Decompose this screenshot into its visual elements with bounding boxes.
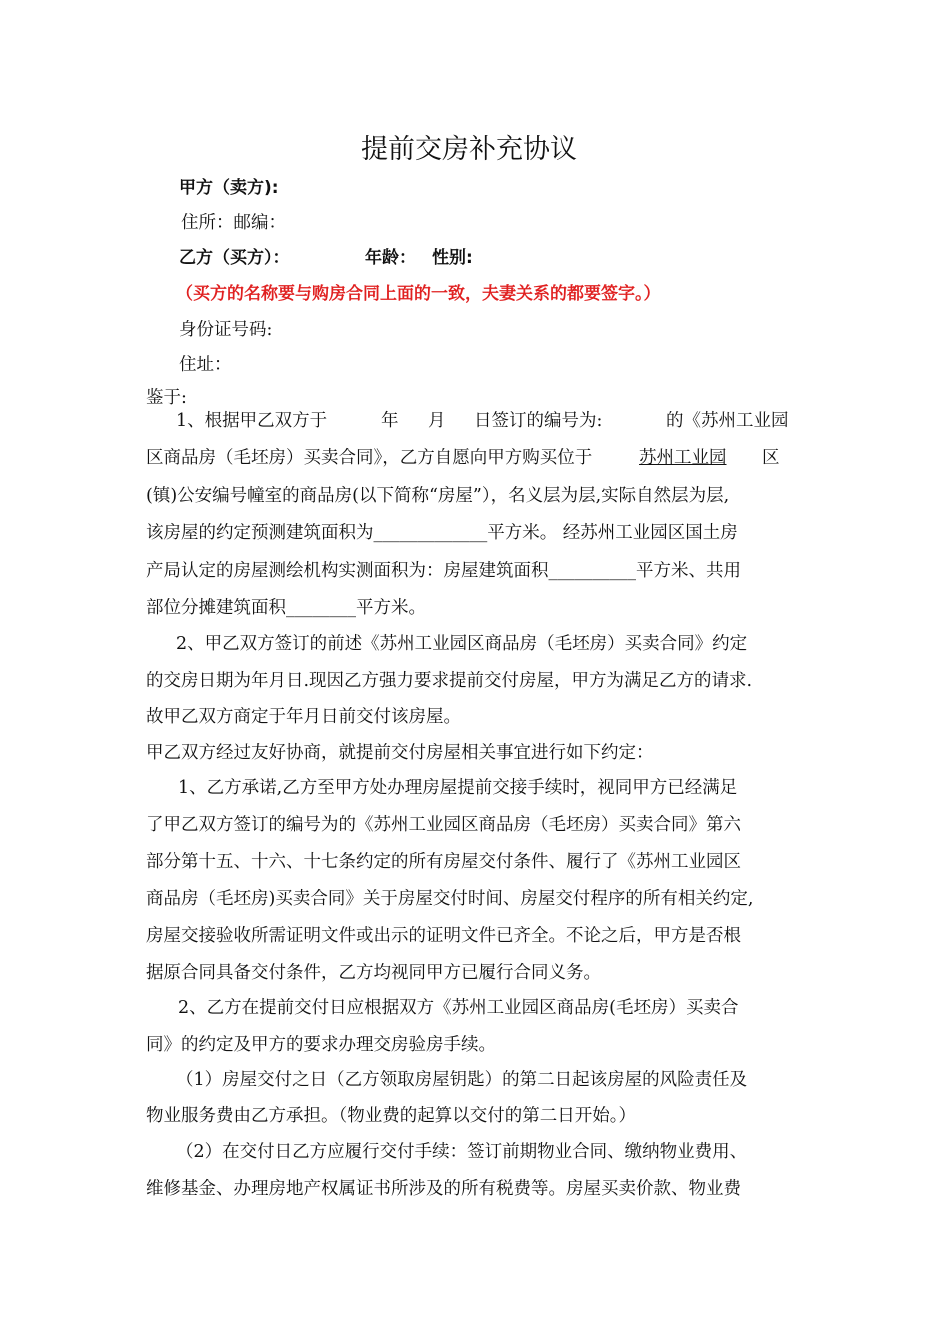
- clause-text: 据原合同具备交付条件，乙方均视同甲方已履行合同义务。: [146, 963, 601, 983]
- clause-text: 商品房（毛坯房)买卖合同》关于房屋交付时间、房屋交付程序的所有相关约定,: [146, 889, 754, 909]
- clause-text: 1、乙方承诺,乙方至甲方处办理房屋提前交接手续时，视同甲方已经满足: [178, 778, 738, 798]
- clause-text: 同》的约定及甲方的要求办理交房验房手续。: [146, 1035, 496, 1055]
- clause-text: （1）房屋交付之日（乙方领取房屋钥匙）的第二日起该房屋的风险责任及: [176, 1070, 748, 1090]
- age-label: 年龄：: [365, 248, 416, 268]
- clause-text: 物业服务费由乙方承担。（物业费的起算以交付的第二日开始。）: [146, 1106, 636, 1126]
- id-number-label: 身份证号码:: [179, 320, 273, 340]
- page-title: 提前交房补充协议: [361, 134, 577, 165]
- clause-text: 该房屋的约定预测建筑面积为_____________平方米。 经苏州工业园区国土房: [146, 523, 738, 543]
- whereas-heading: 鉴于:: [146, 388, 187, 408]
- party-a-address: 住所：邮编：: [181, 213, 286, 233]
- clause-text: 2、甲乙双方签订的前述《苏州工业园区商品房（毛坯房）买卖合同》约定: [176, 634, 748, 654]
- party-a-label: 甲方（卖方):: [179, 178, 279, 198]
- clause-text: 日签订的编号为:: [474, 411, 603, 431]
- clause-text: 2、乙方在提前交付日应根据双方《苏州工业园区商品房(毛坯房）买卖合: [178, 998, 739, 1018]
- clause-text: 年: [381, 411, 399, 431]
- clause-text: 房屋交接验收所需证明文件或出示的证明文件已齐全。不论之后，甲方是否根: [146, 926, 741, 946]
- clause-text: 的《苏州工业园: [666, 411, 789, 431]
- agreement-intro: 甲乙双方经过友好协商，就提前交付房屋相关事宜进行如下约定：: [146, 743, 654, 763]
- clause-text: 1、根据甲乙双方于: [176, 411, 328, 431]
- clause-text: 产局认定的房屋测绘机构实测面积为：房屋建筑面积__________平方米、共用: [146, 561, 741, 581]
- clause-text: 部位分摊建筑面积________平方米。: [146, 598, 426, 618]
- clause-text: 的交房日期为年月日.现因乙方强力要求提前交付房屋，甲方为满足乙方的请求.: [146, 671, 753, 691]
- clause-text: 故甲乙双方商定于年月日前交付该房屋。: [146, 707, 461, 727]
- party-b-label: 乙方（买方）：: [179, 248, 290, 268]
- buyer-name-notice: （买方的名称要与购房合同上面的一致，夫妻关系的都要签字。）: [176, 284, 661, 304]
- clause-text: 部分第十五、十六、十七条约定的所有房屋交付条件、履行了《苏州工业园区: [146, 852, 741, 872]
- clause-text: 月: [428, 411, 446, 431]
- clause-text: （2）在交付日乙方应履行交付手续：签订前期物业合同、缴纳物业费用、: [176, 1142, 748, 1162]
- clause-text: 维修基金、办理房地产权属证书所涉及的所有税费等。房屋买卖价款、物业费: [146, 1179, 741, 1199]
- gender-label: 性别:: [432, 248, 473, 268]
- clause-text: 区商品房（毛坯房）买卖合同》，乙方自愿向甲方购买位于: [146, 448, 593, 468]
- clause-text: 区: [762, 448, 780, 468]
- clause-text: 了甲乙双方签订的编号为的《苏州工业园区商品房（毛坯房）买卖合同》第六: [146, 815, 741, 835]
- clause-text: (镇)公安编号幢室的商品房(以下简称“房屋”），名义层为层,实际自然层为层,: [146, 486, 730, 506]
- location-field: 苏州工业园: [639, 448, 727, 468]
- address-label: 住址：: [179, 355, 232, 375]
